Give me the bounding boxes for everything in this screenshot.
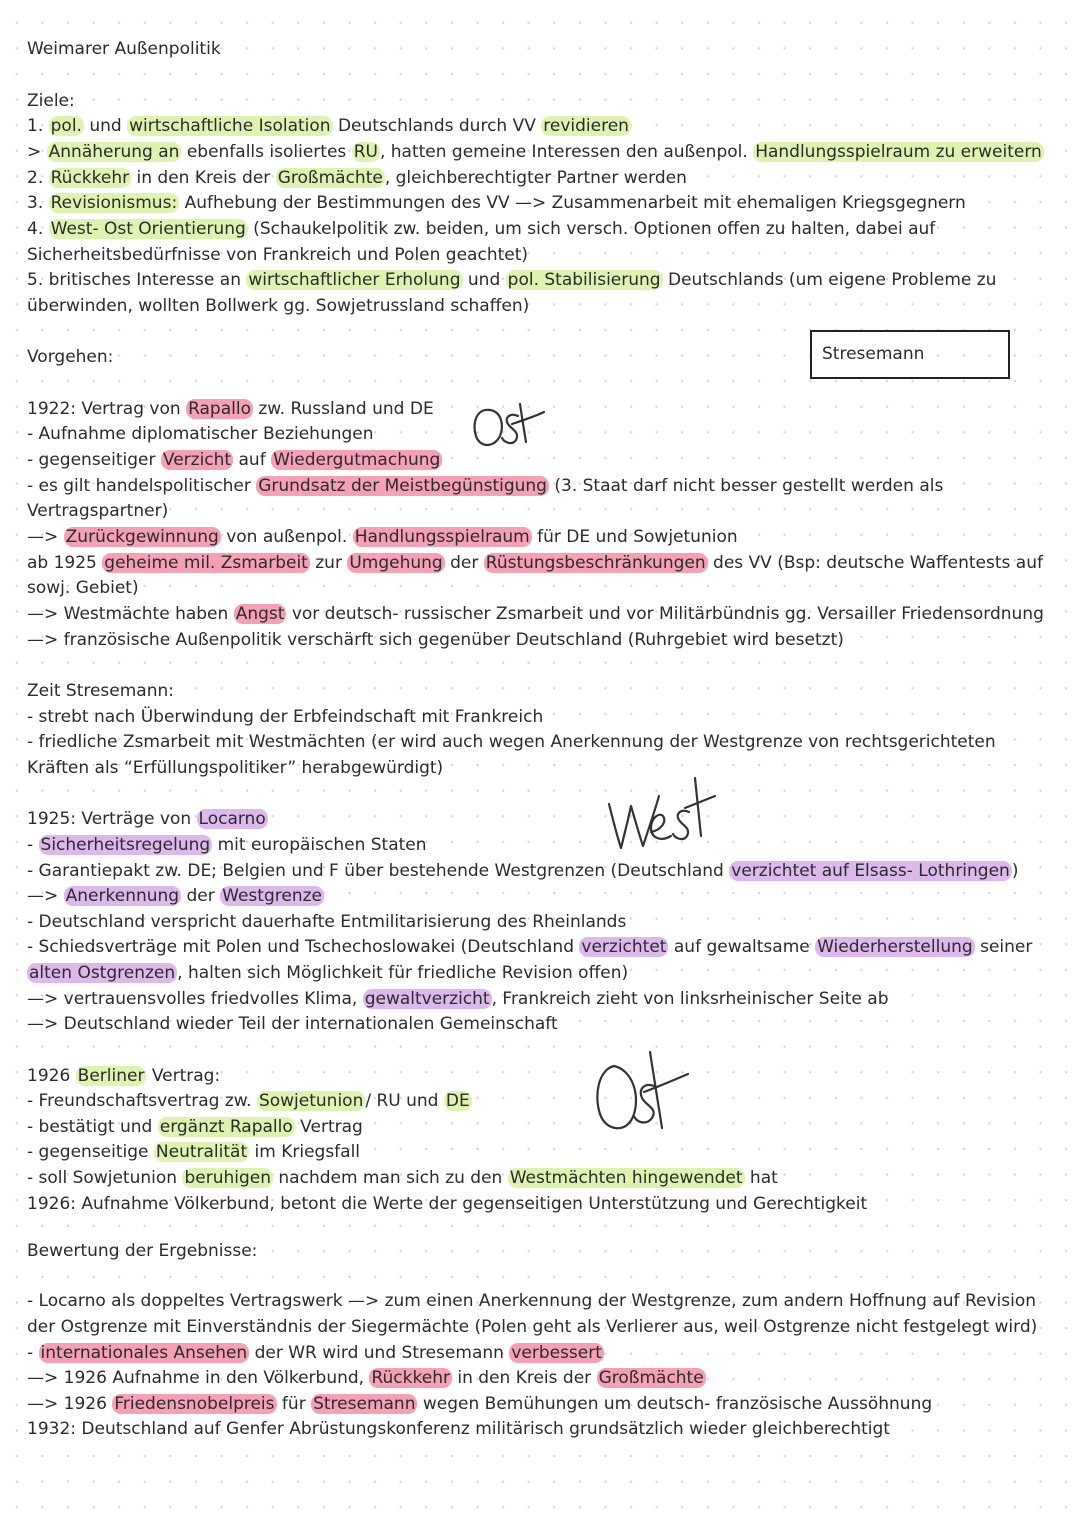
text-line: 1922: Vertrag von Rapallo zw. Russland und DE — [27, 399, 434, 419]
text-line: - gegenseitiger Verzicht auf Wiedergutmachung — [27, 450, 441, 470]
section-heading-ziele: Ziele: — [27, 91, 75, 111]
text-line: —> Zurückgewinnung von außenpol. Handlungsspielraum für DE und Sowjetunion — [27, 527, 738, 547]
text-line: sowj. Gebiet) — [27, 578, 139, 598]
handwriting-ost-2 — [588, 1046, 692, 1138]
text-line: alten Ostgrenzen , halten sich Möglichkeit für friedliche Revision offen) — [29, 963, 629, 983]
text-line: 1932: Deutschland auf Genfer Abrüstungskonferenz militärisch grundsätzlich wieder gleichberechtigt — [27, 1419, 890, 1439]
text-line: —> Anerkennung der Westgrenze — [27, 886, 322, 906]
handwriting-ost-1 — [468, 398, 548, 454]
text-line: > Annäherung an ebenfalls isoliertes RU , hatten gemeine Interessen den außenpol. Handlungsspielraum zu erweitern — [27, 142, 1042, 162]
section-heading-bewertung: Bewertung der Ergebnisse: — [27, 1241, 258, 1261]
text-line: - Deutschland verspricht dauerhafte Entmilitarisierung des Rheinlands — [27, 912, 627, 932]
text-line: - gegenseitige Neutralität im Kriegsfall — [27, 1142, 361, 1162]
text-line: 4. West- Ost Orientierung (Schaukelpolitik zw. beiden, um sich versch. Optionen offen zu halten, dabei auf — [27, 219, 936, 239]
text-line: - Locarno als doppeltes Vertragswerk —> zum einen Anerkennung der Westgrenze, zum andern Hoffnung auf Revision — [27, 1291, 1036, 1311]
text-line: 1926 Berliner Vertrag: — [27, 1066, 221, 1086]
text-line: - internationales Ansehen der WR wird und Stresemann verbessert — [27, 1343, 602, 1363]
text-line: 2. Rückkehr in den Kreis der Großmächte , gleichberechtigter Partner werden — [27, 168, 687, 188]
section-heading-vorgehen: Vorgehen: — [27, 347, 114, 367]
text-line: Kräften als “Erfüllungspolitiker” herabgewürdigt) — [27, 758, 444, 778]
text-line: - Sicherheitsregelung mit europäischen Staten — [27, 835, 427, 855]
text-line: - Schiedsverträge mit Polen und Tschechoslowakei (Deutschland verzichtet auf gewaltsame Wiederherstellung seiner — [27, 937, 1033, 957]
text-line: Sicherheitsbedürfnisse von Frankreich und Polen geachtet) — [27, 245, 529, 265]
text-line: - Freundschaftsvertrag zw. Sowjetunion / RU und DE — [27, 1091, 470, 1111]
text-line: 5. britisches Interesse an wirtschaftlicher Erholung und pol. Stabilisierung Deutschlands (um eigene Probleme zu — [27, 270, 997, 290]
text-line: überwinden, wollten Bollwerk gg. Sowjetrussland schaffen) — [27, 296, 530, 316]
text-line: —> Deutschland wieder Teil der internationalen Gemeinschaft — [27, 1014, 558, 1034]
text-line: 1925: Verträge von Locarno — [27, 809, 266, 829]
text-line: - bestätigt und ergänzt Rapallo Vertrag — [27, 1117, 363, 1137]
text-line: - soll Sowjetunion beruhigen nachdem man sich zu den Westmächten hingewendet hat — [27, 1168, 778, 1188]
text-line: —> französische Außenpolitik verschärft sich gegenüber Deutschland (Ruhrgebiet wird besetzt) — [27, 630, 844, 650]
text-line: 3. Revisionismus: Aufhebung der Bestimmungen des VV —> Zusammenarbeit mit ehemaligen Kriegsgegnern — [27, 193, 966, 213]
handwriting-west — [605, 772, 717, 852]
text-line: —> Westmächte haben Angst vor deutsch- russischer Zsmarbeit und vor Militärbündnis gg. Versailler Friedensordnung — [27, 604, 1044, 624]
text-line: 1926: Aufnahme Völkerbund, betont die Werte der gegenseitigen Unterstützung und Gerechtigkeit — [27, 1194, 868, 1214]
text-line: 1. pol. und wirtschaftliche Isolation Deutschlands durch VV revidieren — [27, 116, 629, 136]
text-line: - friedliche Zsmarbeit mit Westmächten (er wird auch wegen Anerkennung der Westgrenze von rechtsgerichteten — [27, 732, 996, 752]
text-line: ab 1925 geheime mil. Zsmarbeit zur Umgehung der Rüstungsbeschränkungen des VV (Bsp: deutsche Waffentests auf — [27, 553, 1043, 573]
text-line: - strebt nach Überwindung der Erbfeindschaft mit Frankreich — [27, 707, 544, 727]
text-line: der Ostgrenze mit Einverständnis der Siegermächte (Polen geht als Verlierer aus, weil Ostgrenze nicht festgelegt wird) — [27, 1317, 1038, 1337]
text-line: - Aufnahme diplomatischer Beziehungen — [27, 424, 374, 444]
text-line: —> vertrauensvolles friedvolles Klima, gewaltverzicht , Frankreich zieht von linksrheinischer Seite ab — [27, 989, 889, 1009]
text-line: - Garantiepakt zw. DE; Belgien und F über bestehende Westgrenzen (Deutschland verzichtet auf Elsass- Lothringen ) — [27, 861, 1019, 881]
text-line: - es gilt handelspolitischer Grundsatz der Meistbegünstigung (3. Staat darf nicht besser gestellt werden als — [27, 476, 944, 496]
page-title: Weimarer Außenpolitik — [27, 39, 221, 59]
text-line: Vertragspartner) — [27, 501, 169, 521]
text-line: —> 1926 Friedensnobelpreis für Stresemann wegen Bemühungen um deutsch- französische Aussöhnung — [27, 1394, 933, 1414]
text-line: —> 1926 Aufnahme in den Völkerbund, Rückkehr in den Kreis der Großmächte — [27, 1368, 704, 1388]
section-heading-zeit-stresemann: Zeit Stresemann: — [27, 681, 174, 701]
stresemann-box: Stresemann — [810, 330, 1010, 379]
